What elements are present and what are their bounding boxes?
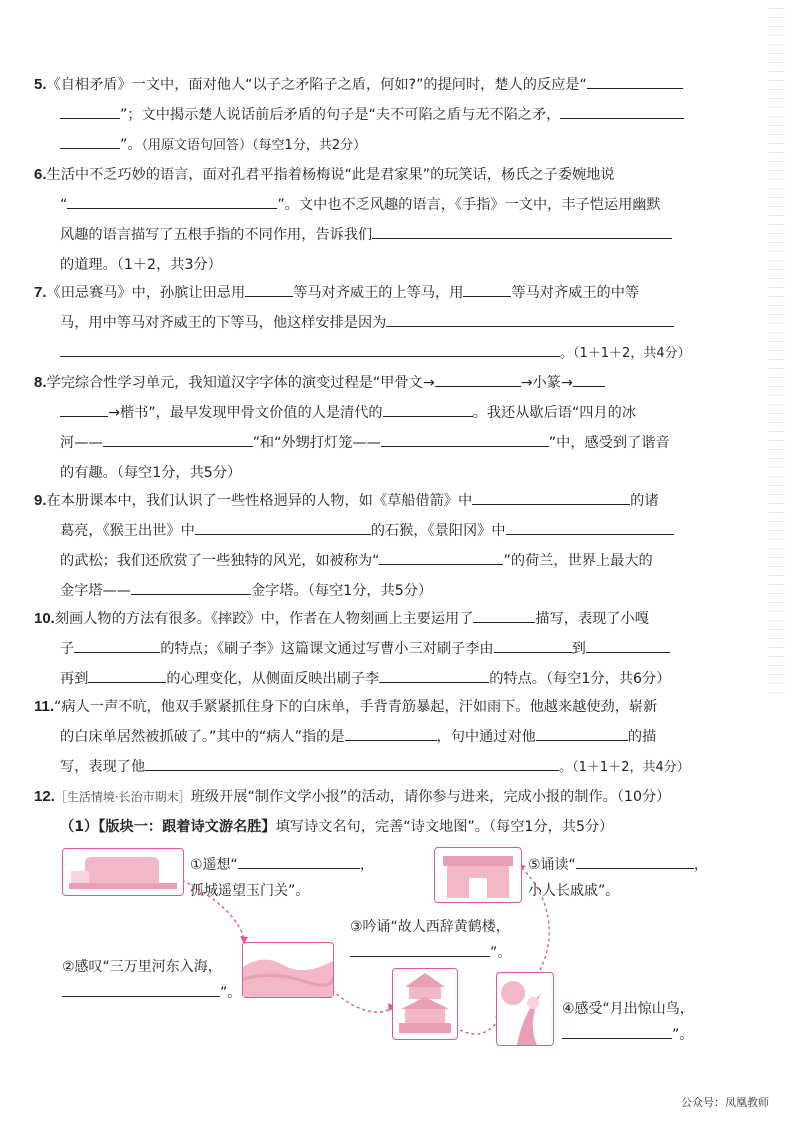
poem-item-2: ②感叹“三万里河东入海， ”。 [62, 959, 242, 1001]
question-10: 10.刻画人物的方法有很多。《摔跤》中，作者在人物刻画上主要运用了 描写，表现了小嘎 子 的特点；《刷子李》这篇课文通过写曹小三对刷子李由 到 再到 的心理变化，从侧面反映出刷子李 的特点。（每空1分，共6分） [34, 610, 671, 687]
poem-item-1: ①遥想“ ， 孤城遥望玉门关”。 [190, 852, 374, 904]
answer-blank[interactable] [560, 104, 684, 119]
answer-blank[interactable] [379, 668, 489, 683]
answer-blank[interactable] [131, 580, 251, 595]
jade-gate-illustration [62, 848, 184, 896]
question-11: 11.“病人一声不吭，他双手紧紧抓住身下的白床单，手背青筋暴起，汗如雨下。他越来越使劲，崭新 的白床单居然被抓破了。”其中的“病人”指的是 ，句中通过对他 的描 写，表现了他 。（1＋1＋2，共4分） [34, 698, 690, 775]
answer-blank[interactable] [345, 726, 437, 741]
page-edge-marks [769, 0, 785, 700]
answer-blank[interactable] [74, 638, 160, 653]
question-number: 9. [34, 492, 47, 509]
answer-blank[interactable] [506, 520, 674, 535]
question-5: 5.《自相矛盾》一文中，面对他人“以子之矛陷子之盾，何如?”的提问时，楚人的反应是“ ”；文中揭示楚人说话前后矛盾的句子是“夫不可陷之盾与无不陷之矛， ”。（用原文语句回答）（每空1分，共2分） [34, 70, 714, 160]
question-12: 12.［生活情境·长治市期末］班级开展“制作文学小报”的活动，请你参与进来，完成小报的制作。（10分） （1）【版块一：跟着诗文游名胜】填写诗文名句，完善“诗文地图”。（每空1分，共5分） [34, 788, 671, 835]
answer-blank[interactable] [103, 432, 253, 447]
question-9: 9.在本册课本中，我们认识了一些性格迥异的人物，如《草船借箭》中 的诸 葛亮，《猴王出世》中 的石猴，《景阳冈》中 的武松；我们还欣赏了一些独特的风光，如被称为“ ”的荷兰，世界上最大的 金字塔—— 金字塔。（每空1分，共5分） [34, 486, 714, 606]
answer-blank[interactable] [463, 282, 511, 297]
answer-blank[interactable] [62, 982, 220, 997]
question-number: 10. [34, 610, 55, 627]
answer-blank[interactable] [60, 104, 120, 119]
answer-blank[interactable] [586, 638, 670, 653]
answer-blank[interactable] [350, 942, 490, 957]
answer-blank[interactable] [587, 74, 683, 89]
answer-blank[interactable] [60, 342, 560, 357]
poem-item-3: ③吟诵“故人西辞黄鹤楼， ”。 [350, 919, 512, 961]
answer-blank[interactable] [473, 608, 535, 623]
answer-blank[interactable] [245, 282, 293, 297]
poem-item-4: ④感受“月出惊山鸟， ”。 [562, 1001, 694, 1043]
answer-blank[interactable] [372, 224, 672, 239]
answer-blank[interactable] [67, 194, 277, 209]
mountain-bird-illustration [496, 972, 554, 1046]
answer-blank[interactable] [494, 638, 572, 653]
answer-blank[interactable] [573, 372, 605, 387]
river-cliff-illustration [242, 942, 334, 998]
answer-blank[interactable] [238, 854, 360, 869]
answer-blank[interactable] [195, 520, 371, 535]
context-tag: ［生活情境·长治市期末］ [54, 790, 191, 804]
question-number: 8. [34, 374, 47, 391]
question-7: 7.《田忌赛马》中，孙膑让田忌用 等马对齐威王的上等马，用 等马对齐威王的中等 马，用中等马对齐威王的下等马，他这样安排是因为 。（1＋1＋2，共4分） [34, 284, 691, 361]
answer-blank[interactable] [60, 402, 108, 417]
footer-credit: 公众号：凤凰教师 [681, 1096, 769, 1109]
answer-blank[interactable] [145, 756, 559, 771]
answer-blank[interactable] [88, 668, 166, 683]
question-number: 11. [34, 698, 55, 715]
section-label: （1）【版块一：跟着诗文游名胜】 [60, 819, 276, 835]
answer-blank[interactable] [383, 402, 473, 417]
confucius-temple-illustration [434, 847, 522, 903]
question-6: 6.生活中不乏巧妙的语言，面对孔君平指着杨梅说“此是君家果”的玩笑话，杨氏之子委婉地说 “ ”。文中也不乏风趣的语言，《手指》一文中，丰子恺运用幽默 风趣的语言描写了五根手指的不同作用，告诉我们 的道理。（1＋2，共3分） [34, 160, 714, 280]
answer-blank[interactable] [60, 134, 120, 149]
question-number: 7. [34, 284, 47, 301]
question-number: 5. [34, 76, 47, 93]
answer-blank[interactable] [562, 1024, 672, 1039]
answer-blank[interactable] [386, 312, 674, 327]
question-number: 12. [34, 788, 55, 805]
answer-blank[interactable] [381, 432, 549, 447]
question-number: 6. [34, 166, 47, 183]
yellow-crane-tower-illustration [392, 968, 458, 1040]
question-8: 8.学完综合性学习单元，我知道汉字字体的演变过程是“甲骨文→ →小篆→ →楷书”，最早发现甲骨文价值的人是清代的 。我还从歇后语“四月的冰 河—— ”和“外甥打灯笼—— ”中，感受到了谐音 的有趣。（每空1分，共5分） [34, 374, 670, 481]
answer-blank[interactable] [435, 372, 521, 387]
answer-blank[interactable] [576, 854, 694, 869]
poem-item-5: ⑤诵读“ ， 小人长戚戚”。 [528, 852, 708, 904]
answer-blank[interactable] [536, 726, 628, 741]
answer-blank[interactable] [472, 490, 630, 505]
answer-blank[interactable] [379, 550, 503, 565]
